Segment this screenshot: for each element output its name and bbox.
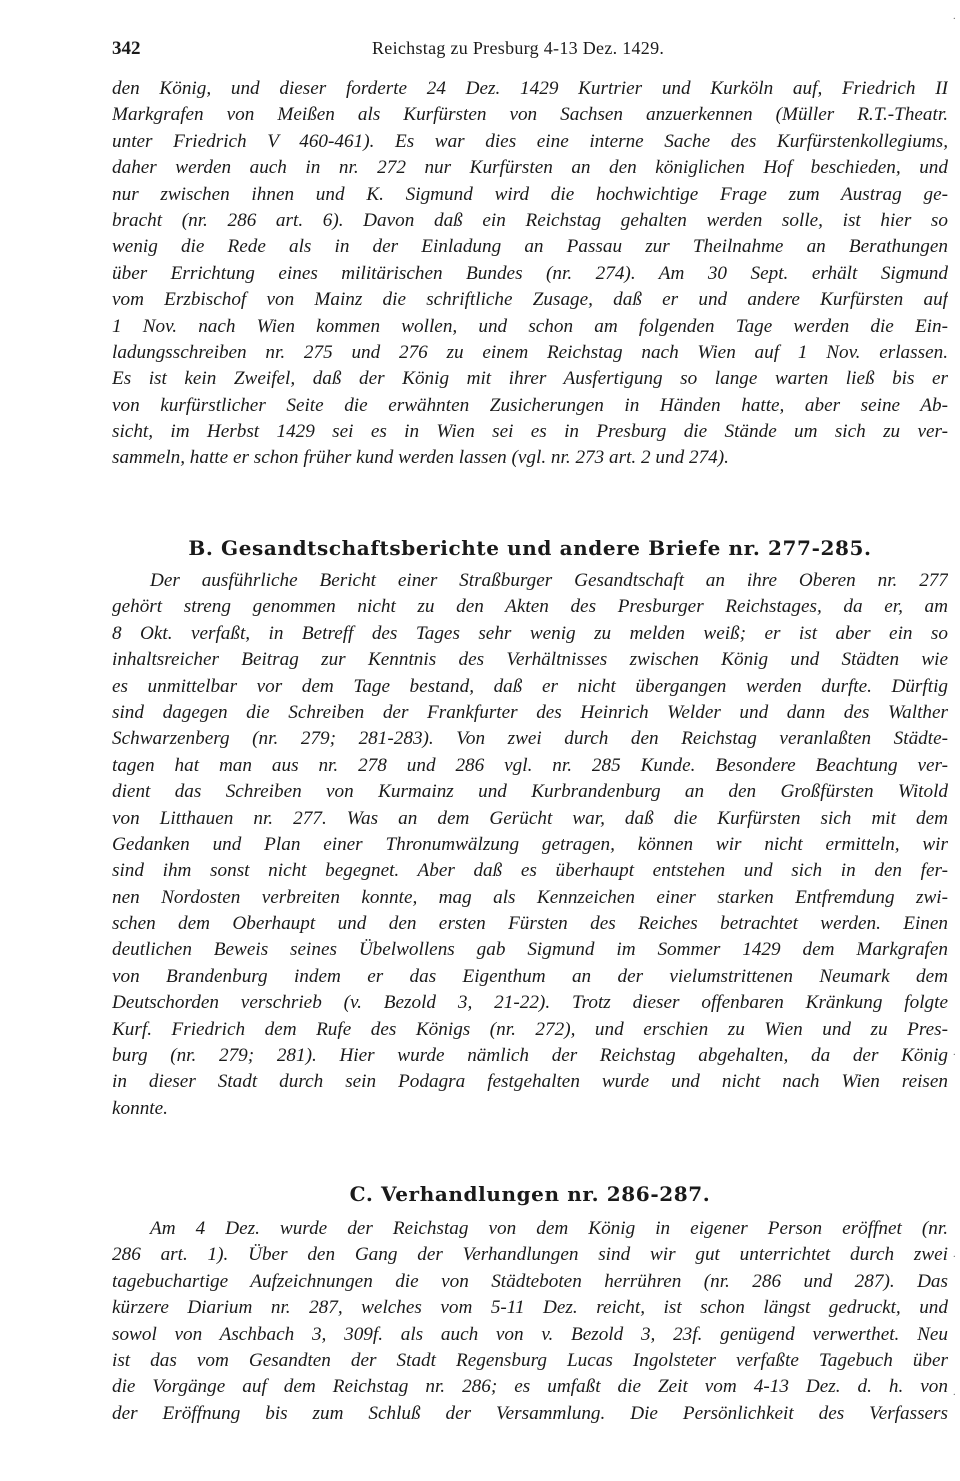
text-line: von kurfürstlicher Seite die erwähnten Zusicherungen in Händen hatte, aber seine Ab- <box>112 394 948 416</box>
section-b-heading: B. Gesandtschaftsberichte und andere Briefe nr. 277-285. <box>188 536 872 560</box>
text-line: 8 Okt. verfaßt, in Betreff des Tages sehr wenig zu melden weiß; er ist aber ein so <box>112 622 948 644</box>
text-line: ladungsschreiben nr. 275 und 276 zu einem Reichstag nach Wien auf 1 Nov. erlassen. <box>112 341 948 363</box>
section-b-paragraph <box>112 568 948 1122</box>
text-line: inhaltsreicher Beitrag zur Kenntnis des Verhältnisses zwischen König und Städten wie <box>112 649 948 671</box>
page-header <box>112 38 948 66</box>
text-line: von Litthauen nr. 277. Was an dem Gerücht war, daß die Kurfürsten sich mit dem <box>112 807 948 829</box>
intro-paragraph <box>112 76 948 472</box>
text-line: ist das vom Gesandten der Stadt Regensburg Lucas Ingolsteter verfaßte Tagebuch über <box>112 1349 948 1371</box>
text-line: nen Nordosten verbreiten konnte, mag als Kennzeichen einer starken Entfremdung zwi- <box>112 886 948 908</box>
text-line: den König, und dieser forderte 24 Dez. 1429 Kurtrier und Kurköln auf, Friedrich II <box>112 78 948 99</box>
scan-edge-mark: · <box>952 1050 956 1061</box>
text-line: deutlichen Beweis seines Übelwollens gab Sigmund im Sommer 1429 dem Markgrafen <box>112 939 948 961</box>
text-line: kürzere Diarium nr. 287, welches vom 5-11 Dez. reicht, ist schon längst gedruckt, und <box>112 1297 948 1319</box>
text-line: nur zwischen ihnen und K. Sigmund wird die hochwichtige Frage zum Austrag ge- <box>112 183 948 205</box>
text-line: Der ausführliche Bericht einer Straßburger Gesandtschaft an ihre Oberen nr. 277 <box>150 570 948 591</box>
text-line: daher werden auch in nr. 272 nur Kurfürsten an den königlichen Hof beschieden, und <box>112 157 948 179</box>
text-line: unter Friedrich V 460-461). Es war dies eine interne Sache des Kurfürstenkollegiums, <box>112 130 948 152</box>
text-line: sowol von Aschbach 3, 309f. als auch von v. Bezold 3, 23f. genügend verwerthet. Neu <box>112 1323 948 1345</box>
text-line: vom Erzbischof von Mainz die schriftliche Zusage, daß er und andere Kurfürsten auf <box>112 289 948 311</box>
text-line: Schwarzenberg (nr. 279; 281-283). Von zwei durch den Reichstag veranlaßten Städte- <box>112 728 948 750</box>
text-line: burg (nr. 279; 281). Hier wurde nämlich der Reichstag abgehalten, da der König <box>112 1045 948 1067</box>
scan-edge-mark: · <box>952 1252 956 1263</box>
running-head: Reichstag zu Presburg 4-13 Dez. 1429. <box>372 38 665 58</box>
text-line: tagen hat man aus nr. 278 und 286 vgl. nr. 285 Kunde. Besondere Beachtung ver- <box>112 754 948 776</box>
text-line: von Brandenburg indem er das Eigenthum an der vielumstrittenen Neumark dem <box>112 965 948 987</box>
scan-edge-mark: · <box>952 1390 956 1401</box>
text-line: Am 4 Dez. wurde der Reichstag von dem König in eigener Person eröffnet (nr. <box>150 1218 948 1239</box>
text-line: Deutschorden verschrieb (v. Bezold 3, 21-22). Trotz dieser offenbaren Kränkung folgte <box>112 992 948 1014</box>
text-line: tagebuchartige Aufzeichnungen die von Städteboten herrühren (nr. 286 und 287). Das <box>112 1270 948 1292</box>
scan-edge-mark: · <box>952 14 956 25</box>
text-line: Kurf. Friedrich dem Rufe des Königs (nr. 272), und erschien zu Wien und zu Pres- <box>112 1018 948 1040</box>
page-number: 342 <box>112 38 141 59</box>
text-line: dient das Schreiben von Kurmainz und Kurbrandenburg an den Großfürsten Witold <box>112 781 948 803</box>
text-line: wenig die Rede als in der Einladung an Passau zur Theilnahme an Berathungen <box>112 236 948 258</box>
text-line: sind dagegen die Schreiben der Frankfurter des Heinrich Welder und dann des Walther <box>112 701 948 723</box>
section-c-heading: C. Verhandlungen nr. 286-287. <box>349 1182 711 1206</box>
text-line: bracht (nr. 286 art. 6). Davon daß ein Reichstag gehalten werden solle, ist hier so <box>112 209 948 231</box>
text-line: 286 art. 1). Über den Gang der Verhandlungen sind wir gut unterrichtet durch zwei <box>112 1244 948 1266</box>
section-c-paragraph <box>112 1216 948 1427</box>
text-line: sind ihm sonst nicht begegnet. Aber daß es überhaupt entstehen und sich in den fer- <box>112 860 948 882</box>
text-line: Es ist kein Zweifel, daß der König mit ihrer Ausfertigung so lange warten ließ bis er <box>112 368 948 390</box>
text-line: schen dem Oberhaupt und den ersten Fürsten des Reiches betrachtet werden. Einen <box>112 913 948 935</box>
text-line: sammeln, hatte er schon früher kund werden lassen (vgl. nr. 273 art. 2 und 274). <box>112 447 729 469</box>
text-line: gehört streng genommen nicht zu den Akten des Presburger Reichstages, da er, am <box>112 596 948 618</box>
text-line: in dieser Stadt durch sein Podagra festgehalten wurde und nicht nach Wien reisen <box>112 1071 948 1093</box>
text-line: es unmittelbar vor dem Tage bestand, daß er nicht übergangen werden durfte. Dürftig <box>112 675 948 697</box>
text-line: Gedanken und Plan einer Thronumwälzung getragen, können wir nicht ermitteln, wir <box>112 833 948 855</box>
text-line: Markgrafen von Meißen als Kurfürsten von Sachsen anzuerkennen (Müller R.T.-Theatr. <box>112 104 948 126</box>
text-line: sicht, im Herbst 1429 sei es in Wien sei es in Presburg die Stände um sich zu ver- <box>112 421 948 443</box>
text-line: die Vorgänge auf dem Reichstag nr. 286; es umfaßt die Zeit vom 4-13 Dez. d. h. von <box>112 1376 948 1398</box>
text-line: der Eröffnung bis zum Schluß der Versammlung. Die Persönlichkeit des Verfassers <box>112 1402 948 1424</box>
text-line: 1 Nov. nach Wien kommen wollen, und schon am folgenden Tage werden die Ein- <box>112 315 948 337</box>
text-line: konnte. <box>112 1097 168 1119</box>
text-line: über Errichtung eines militärischen Bundes (nr. 274). Am 30 Sept. erhält Sigmund <box>112 262 948 284</box>
